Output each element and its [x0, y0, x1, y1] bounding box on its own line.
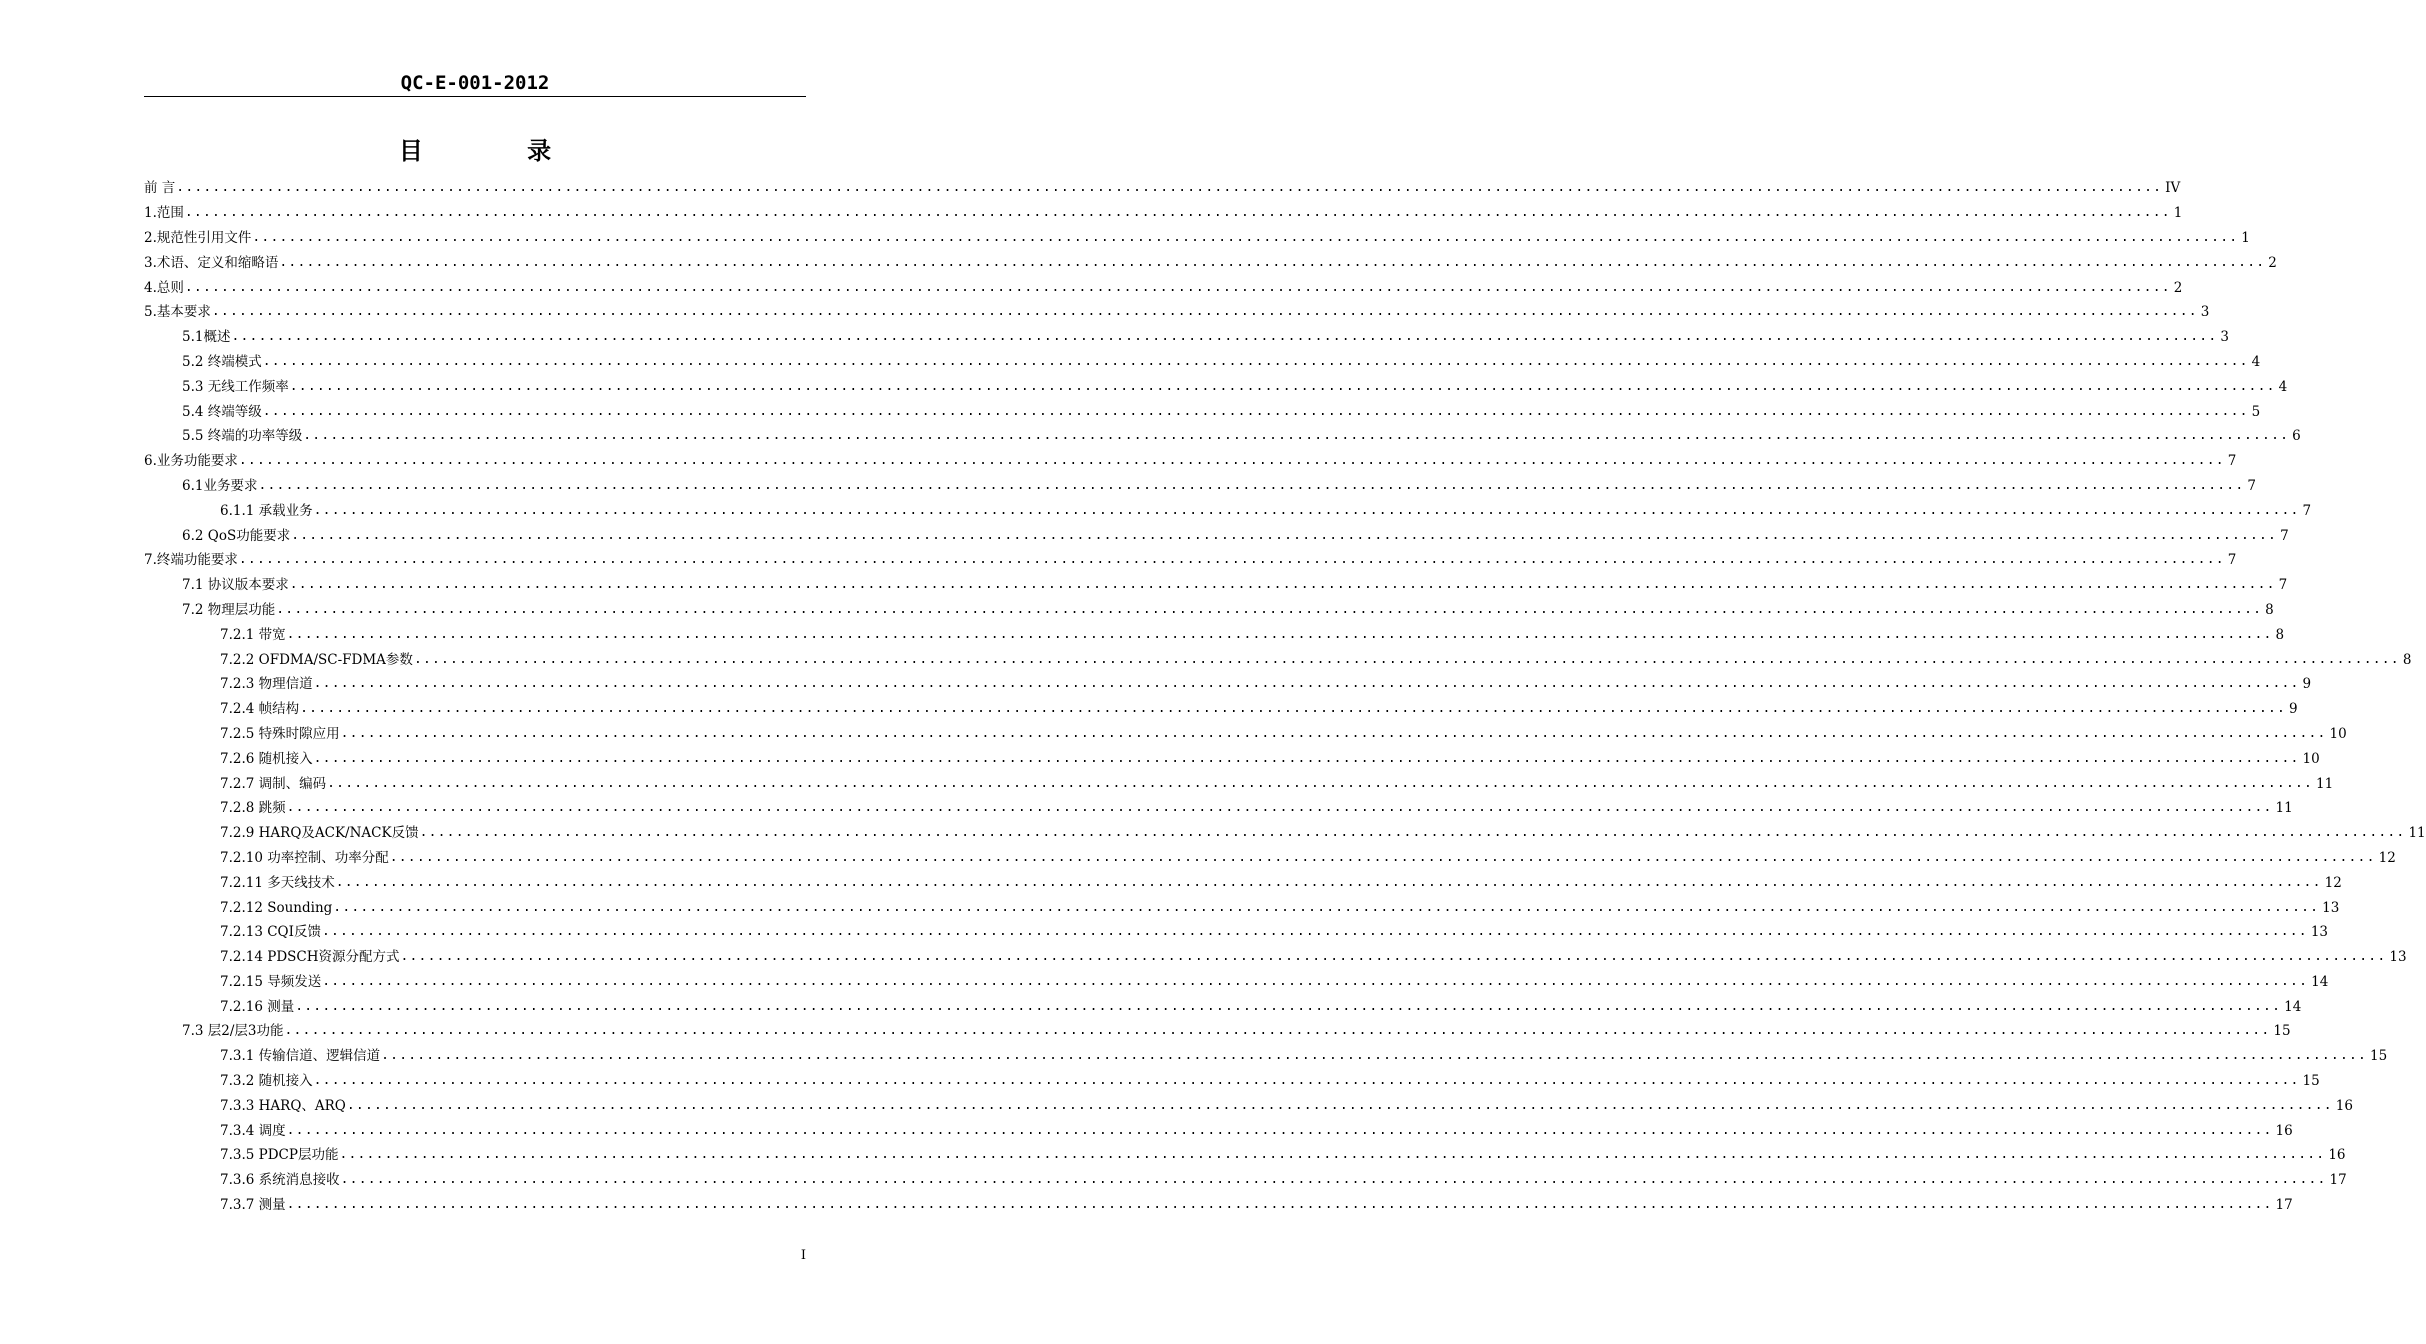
- toc-entry-page: 17: [2275, 1197, 2293, 1214]
- toc-entry-page: 17: [2329, 1172, 2347, 1189]
- toc-entry-label: 2.规范性引用文件: [144, 229, 252, 246]
- toc-dot-leader: ............................................................................................................................................................................................................................: [400, 949, 2387, 965]
- toc-dot-leader: ............................................................................................................................................................................................................................: [286, 626, 2273, 642]
- toc-entry-label: 5.2 终端模式: [182, 353, 262, 370]
- toc-entry-label: 7.2.16 测量: [220, 998, 295, 1015]
- toc-entry[interactable]: [144, 622, 2285, 647]
- toc-dot-leader: ............................................................................................................................................................................................................................: [339, 1147, 2326, 1163]
- toc-entry-label: 7.2.15 导频发送: [220, 973, 322, 990]
- toc-dot-leader: ............................................................................................................................................................................................................................: [289, 577, 2276, 593]
- toc-entry-page: 7: [2280, 527, 2289, 544]
- toc-entry-label: 7.3.4 调度: [220, 1122, 286, 1139]
- toc-entry-label: 7.2.12 Sounding: [220, 899, 333, 916]
- toc-entry[interactable]: [144, 1044, 2388, 1069]
- toc-entry-page: 12: [2378, 849, 2396, 866]
- toc-dot-leader: ............................................................................................................................................................................................................................: [313, 750, 2300, 766]
- toc-entry-page: 1: [2241, 229, 2250, 246]
- toc-entry[interactable]: [144, 598, 2274, 623]
- toc-entry-page: 7: [2227, 453, 2237, 470]
- toc-entry-page: 10: [2302, 750, 2320, 767]
- toc-dot-leader: ............................................................................................................................................................................................................................: [321, 924, 2308, 940]
- toc-entry[interactable]: [144, 325, 2229, 350]
- toc-entry[interactable]: [144, 250, 2277, 275]
- toc-dot-leader: ............................................................................................................................................................................................................................: [346, 1097, 2333, 1113]
- toc-dot-leader: ............................................................................................................................................................................................................................: [313, 502, 2300, 518]
- toc-entry-label: 7.2.11 多天线技术: [220, 874, 335, 891]
- toc-dot-leader: ............................................................................................................................................................................................................................: [184, 279, 2171, 295]
- toc-dot-leader: ............................................................................................................................................................................................................................: [276, 601, 2263, 617]
- toc-dot-leader: ............................................................................................................................................................................................................................: [289, 378, 2276, 394]
- toc-dot-leader: ............................................................................................................................................................................................................................: [238, 552, 2225, 568]
- toc-entry-page: 15: [2370, 1048, 2388, 1065]
- toc-entry-page: 15: [2273, 1023, 2291, 1040]
- toc-entry-page: 13: [2322, 899, 2340, 916]
- toc-entry-page: 11: [2275, 800, 2293, 817]
- toc-list: [144, 176, 2426, 1217]
- toc-dot-leader: ............................................................................................................................................................................................................................: [413, 651, 2400, 667]
- toc-entry-label: 6.1业务要求: [182, 477, 258, 494]
- toc-dot-leader: ............................................................................................................................................................................................................................: [333, 899, 2320, 915]
- toc-entry-label: 7.2.7 调制、编码: [220, 775, 327, 792]
- toc-entry-label: 7.2 物理层功能: [182, 601, 276, 618]
- toc-dot-leader: ............................................................................................................................................................................................................................: [184, 205, 2171, 221]
- toc-entry-label: 7.3.2 随机接入: [220, 1073, 313, 1090]
- toc-entry-label: 7.2.6 随机接入: [220, 750, 313, 767]
- toc-entry-page: 13: [2310, 924, 2329, 941]
- toc-entry-page: 13: [2389, 949, 2407, 966]
- toc-entry-label: 5.5 终端的功率等级: [182, 428, 303, 445]
- toc-dot-leader: ............................................................................................................................................................................................................................: [303, 428, 2290, 444]
- toc-entry[interactable]: [144, 523, 2289, 548]
- toc-entry-label: 7.2.3 物理信道: [220, 676, 313, 693]
- toc-dot-leader: ............................................................................................................................................................................................................................: [389, 849, 2376, 865]
- toc-entry[interactable]: [144, 226, 2250, 251]
- toc-dot-leader: ............................................................................................................................................................................................................................: [335, 874, 2322, 890]
- toc-entry-page: IV: [2165, 180, 2181, 197]
- toc-entry-label: 7.3 层2/层3功能: [182, 1023, 284, 1040]
- toc-entry-label: 7.3.6 系统消息接收: [220, 1172, 340, 1189]
- toc-entry-label: 6.业务功能要求: [144, 453, 238, 470]
- toc-dot-leader: ............................................................................................................................................................................................................................: [252, 229, 2239, 245]
- toc-entry-label: 6.2 QoS功能要求: [182, 527, 291, 544]
- toc-entry-page: 1: [2173, 205, 2183, 222]
- toc-entry-page: 3: [2220, 329, 2229, 346]
- toc-entry[interactable]: [144, 821, 2426, 846]
- toc-dot-leader: ............................................................................................................................................................................................................................: [340, 725, 2327, 741]
- toc-entry[interactable]: [144, 275, 2183, 300]
- toc-entry-page: 8: [2402, 651, 2412, 668]
- toc-entry-label: 7.2.9 HARQ及ACK/NACK反馈: [220, 825, 419, 842]
- toc-entry-label: 7.2.1 带宽: [220, 626, 286, 643]
- toc-entry[interactable]: [144, 722, 2347, 747]
- toc-dot-leader: ............................................................................................................................................................................................................................: [286, 1197, 2273, 1213]
- toc-entry-page: 2: [2268, 254, 2277, 271]
- toc-dot-leader: ............................................................................................................................................................................................................................: [286, 1122, 2273, 1138]
- toc-dot-leader: ............................................................................................................................................................................................................................: [381, 1048, 2368, 1064]
- toc-entry-label: 6.1.1 承载业务: [220, 502, 313, 519]
- toc-entry-label: 7.2.4 帧结构: [220, 701, 300, 718]
- toc-entry-page: 5: [2251, 403, 2261, 420]
- header-rule: [144, 96, 806, 97]
- toc-entry-page: 10: [2329, 725, 2347, 742]
- toc-dot-leader: ............................................................................................................................................................................................................................: [313, 676, 2300, 692]
- toc-dot-leader: ............................................................................................................................................................................................................................: [322, 973, 2309, 989]
- toc-entry[interactable]: [144, 176, 2181, 201]
- toc-entry-label: 前 言: [144, 180, 176, 197]
- toc-entry[interactable]: [144, 201, 2183, 226]
- toc-entry-page: 16: [2335, 1097, 2353, 1114]
- toc-entry[interactable]: [144, 449, 2237, 474]
- toc-entry-label: 7.终端功能要求: [144, 552, 238, 569]
- toc-entry[interactable]: [144, 771, 2334, 796]
- toc-entry-page: 7: [2247, 477, 2256, 494]
- toc-entry-page: 4: [2251, 353, 2261, 370]
- toc-entry-page: 8: [2275, 626, 2285, 643]
- toc-dot-leader: ............................................................................................................................................................................................................................: [238, 453, 2225, 469]
- toc-entry[interactable]: [144, 1193, 2293, 1218]
- toc-dot-leader: ............................................................................................................................................................................................................................: [419, 825, 2406, 841]
- toc-entry-label: 7.1 协议版本要求: [182, 577, 289, 594]
- toc-entry-page: 16: [2275, 1122, 2293, 1139]
- toc-entry-label: 7.3.7 测量: [220, 1197, 286, 1214]
- toc-entry-page: 11: [2408, 825, 2426, 842]
- toc-entry[interactable]: [144, 970, 2329, 995]
- toc-entry-page: 7: [2278, 577, 2288, 594]
- toc-entry-page: 9: [2302, 676, 2312, 693]
- toc-dot-leader: ............................................................................................................................................................................................................................: [313, 1073, 2300, 1089]
- toc-entry[interactable]: [144, 1019, 2291, 1044]
- toc-dot-leader: ............................................................................................................................................................................................................................: [295, 998, 2282, 1014]
- toc-entry-label: 7.3.1 传输信道、逻辑信道: [220, 1048, 381, 1065]
- toc-entry[interactable]: [144, 1143, 2346, 1168]
- toc-entry[interactable]: [144, 994, 2302, 1019]
- toc-entry[interactable]: [144, 870, 2342, 895]
- toc-entry-page: 14: [2311, 973, 2329, 990]
- toc-entry-page: 7: [2302, 502, 2312, 519]
- toc-entry[interactable]: [144, 746, 2320, 771]
- toc-entry-page: 11: [2316, 775, 2334, 792]
- toc-entry[interactable]: [144, 796, 2293, 821]
- toc-entry[interactable]: [144, 548, 2237, 573]
- toc-entry-label: 7.2.10 功率控制、功率分配: [220, 849, 389, 866]
- document-code-header: QC-E-001-2012: [400, 72, 550, 94]
- toc-entry-page: 7: [2227, 552, 2237, 569]
- toc-entry[interactable]: [144, 374, 2288, 399]
- toc-entry-label: 7.2.14 PDSCH资源分配方式: [220, 949, 400, 966]
- toc-entry-label: 7.2.5 特殊时隙应用: [220, 725, 340, 742]
- toc-entry-page: 14: [2284, 998, 2302, 1015]
- toc-entry[interactable]: [144, 1118, 2293, 1143]
- toc-dot-leader: ............................................................................................................................................................................................................................: [231, 329, 2218, 345]
- toc-entry-label: 7.3.5 PDCP层功能: [220, 1147, 339, 1164]
- toc-entry-label: 5.基本要求: [144, 304, 211, 321]
- toc-title: 目 录: [398, 137, 600, 165]
- toc-entry-page: 12: [2324, 874, 2342, 891]
- toc-entry-label: 3.术语、定义和缩略语: [144, 254, 279, 271]
- toc-entry[interactable]: [144, 895, 2340, 920]
- toc-entry-page: 15: [2302, 1073, 2320, 1090]
- toc-entry[interactable]: [144, 1168, 2347, 1193]
- toc-dot-leader: ............................................................................................................................................................................................................................: [284, 1023, 2271, 1039]
- toc-entry[interactable]: [144, 920, 2329, 945]
- toc-entry-page: 6: [2292, 428, 2301, 445]
- page-number: I: [800, 1248, 806, 1263]
- toc-entry[interactable]: [144, 1069, 2320, 1094]
- toc-dot-leader: ............................................................................................................................................................................................................................: [258, 477, 2245, 493]
- toc-entry-page: 16: [2328, 1147, 2346, 1164]
- toc-entry-label: 7.2.13 CQI反馈: [220, 924, 321, 941]
- toc-entry-label: 7.3.3 HARQ、ARQ: [220, 1097, 346, 1114]
- toc-entry[interactable]: [144, 474, 2256, 499]
- toc-entry-label: 5.3 无线工作频率: [182, 378, 289, 395]
- toc-entry-page: 8: [2265, 601, 2274, 618]
- toc-dot-leader: ............................................................................................................................................................................................................................: [176, 180, 2163, 196]
- toc-dot-leader: ............................................................................................................................................................................................................................: [300, 701, 2287, 717]
- toc-entry[interactable]: [144, 399, 2261, 424]
- toc-dot-leader: ............................................................................................................................................................................................................................: [262, 353, 2249, 369]
- toc-entry-page: 3: [2200, 304, 2210, 321]
- toc-entry-label: 4.总则: [144, 279, 184, 296]
- toc-entry[interactable]: [144, 573, 2288, 598]
- toc-entry[interactable]: [144, 424, 2301, 449]
- toc-dot-leader: ............................................................................................................................................................................................................................: [327, 775, 2314, 791]
- toc-entry-label: 7.2.8 跳频: [220, 800, 286, 817]
- toc-entry[interactable]: [144, 350, 2261, 375]
- toc-entry-label: 5.1概述: [182, 329, 231, 346]
- toc-entry[interactable]: [144, 1093, 2353, 1118]
- toc-entry-page: 2: [2173, 279, 2183, 296]
- toc-entry[interactable]: [144, 672, 2312, 697]
- toc-dot-leader: ............................................................................................................................................................................................................................: [291, 527, 2278, 543]
- toc-entry[interactable]: [144, 945, 2407, 970]
- toc-dot-leader: ............................................................................................................................................................................................................................: [340, 1172, 2327, 1188]
- toc-entry-label: 5.4 终端等级: [182, 403, 262, 420]
- toc-entry[interactable]: [144, 498, 2312, 523]
- toc-entry-page: 9: [2289, 701, 2298, 718]
- toc-entry[interactable]: [144, 300, 2210, 325]
- toc-dot-leader: ............................................................................................................................................................................................................................: [211, 304, 2198, 320]
- toc-entry-label: 1.范围: [144, 205, 184, 222]
- toc-entry[interactable]: [144, 697, 2298, 722]
- toc-entry-label: 7.2.2 OFDMA/SC-FDMA参数: [220, 651, 413, 668]
- toc-entry[interactable]: [144, 647, 2412, 672]
- toc-entry[interactable]: [144, 846, 2396, 871]
- toc-entry-page: 4: [2278, 378, 2288, 395]
- toc-dot-leader: ............................................................................................................................................................................................................................: [286, 800, 2273, 816]
- toc-dot-leader: ............................................................................................................................................................................................................................: [279, 254, 2266, 270]
- toc-dot-leader: ............................................................................................................................................................................................................................: [262, 403, 2249, 419]
